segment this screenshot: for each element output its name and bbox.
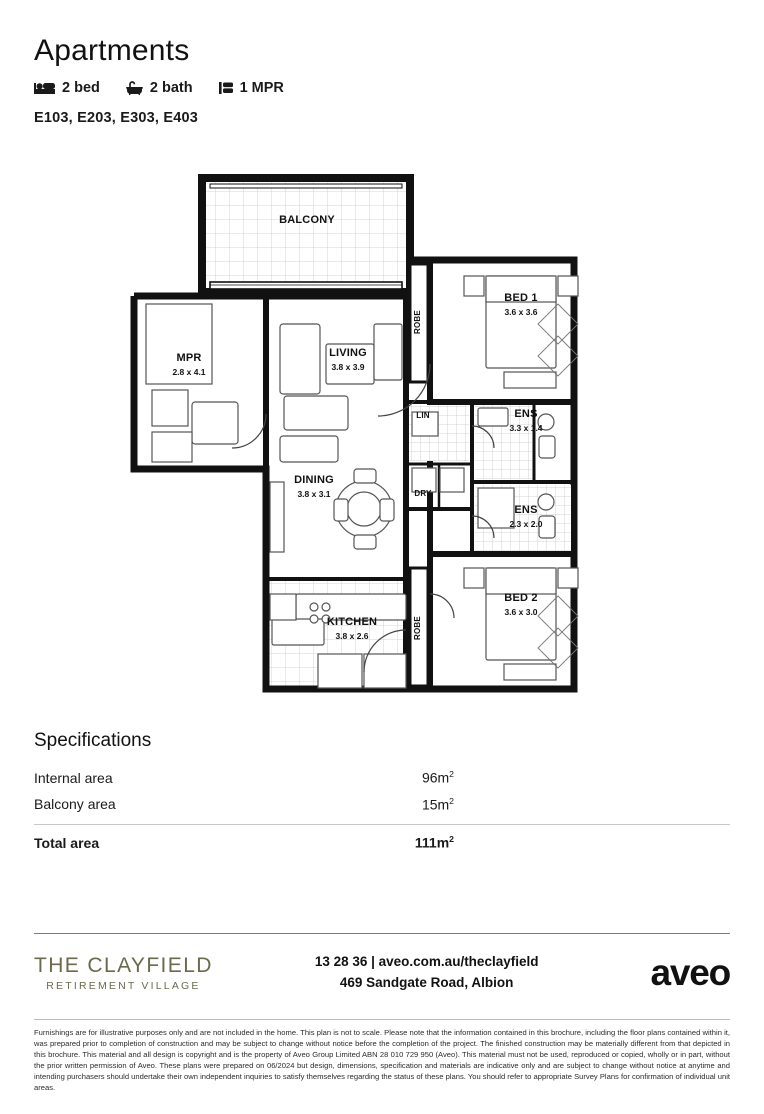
room-label-dining: DINING 3.8 x 3.1	[294, 474, 334, 499]
footer-rule	[34, 933, 730, 934]
spec-row-internal-area	[34, 764, 730, 791]
fact-bath	[126, 80, 193, 96]
room-label-living: LIVING 3.8 x 3.9	[329, 347, 367, 372]
spec-label-total-area: Total area	[34, 834, 100, 851]
room-label-balcony: BALCONY	[279, 214, 335, 226]
contact-phone-web[interactable]: 13 28 36 | aveo.com.au/theclayfield	[314, 954, 539, 970]
contact-details	[315, 952, 539, 994]
spec-value-total-area: $111m^2$	[414, 834, 454, 851]
room-label-robe-2: ROBE	[413, 616, 422, 640]
clayfield-brand-name: THE CLAYFIELD	[34, 954, 213, 977]
property-facts	[34, 80, 730, 96]
disclaimer-divider	[34, 1019, 730, 1020]
room-label-bed1: BED 1 3.6 x 3.6	[504, 292, 538, 317]
specifications-heading: Specifications	[34, 730, 152, 751]
footer	[34, 952, 730, 994]
spec-row-total-area	[34, 825, 730, 856]
spec-row-balcony-area	[34, 791, 730, 818]
page-title: Apartments	[34, 34, 190, 67]
spec-value-internal-area: $96m^2$	[421, 769, 454, 786]
room-label-lin: LIN	[416, 411, 430, 420]
room-label-ens1: ENS 3.3 x 1.4	[509, 408, 543, 433]
bed-icon	[34, 81, 55, 95]
disclaimer-text: Furnishings are for illustrative purposes only and are not included in the home. This plan is not to scale. Please note that the information contained in this brochure, including the floor plans contained within it, was prepared prior to completion of construction and may be subject to change without notice before the completion of the project. The finished construction may be materially different from that depicted in this brochure. This material and all design is copyright and is the property of Aveo Group Limited ABN 28 010 729 950 (Aveo). This material must not be used, reproduced or copied, wholly or in part, without the prior written permission of Aveo. These plans were prepared on 06/2024 but design, dimensions, specification and materials are indicative only and are subject to change without notice at anytime and intending purchasers should undertake their own independent inquiries to satisfy themselves regarding the status of these plans. You should refer to appropriate Survey Plans for confirmation of individual unit areas.	[34, 1028, 730, 1092]
floor-plan	[34, 164, 730, 714]
room-label-robe-1: ROBE	[413, 310, 422, 334]
bath-icon	[126, 81, 143, 95]
fact-bed	[34, 80, 100, 96]
clayfield-brand-tagline: RETIREMENT VILLAGE	[46, 980, 201, 992]
unit-codes: E103, E203, E303, E403	[34, 110, 199, 126]
fact-mpr-label: 1 MPR	[239, 80, 284, 96]
room-label-bed2: BED 2 3.6 x 3.0	[504, 592, 538, 617]
fact-bed-label: 2 bed	[62, 80, 100, 96]
aveo-logo: aveo	[650, 952, 730, 993]
brochure-page	[0, 34, 764, 1114]
spec-value-balcony-area: $15m^2$	[421, 795, 454, 813]
mpr-icon	[219, 81, 233, 95]
clayfield-brand	[34, 954, 213, 992]
spec-label-balcony-area: Balcony area	[34, 796, 116, 813]
room-label-dry: DRY	[414, 489, 432, 498]
specifications	[34, 730, 730, 856]
disclaimer	[34, 1019, 730, 1093]
spec-label-internal-area: Internal area	[34, 769, 113, 786]
fact-bath-label: 2 bath	[149, 80, 193, 96]
fact-mpr	[219, 80, 284, 96]
room-label-ens2: ENS 2.3 x 2.0	[509, 504, 543, 529]
room-label-kitchen: KITCHEN 3.8 x 2.6	[326, 616, 378, 641]
contact-address: 469 Sandgate Road, Albion	[339, 975, 514, 990]
room-label-mpr: MPR 2.8 x 4.1	[172, 352, 206, 377]
